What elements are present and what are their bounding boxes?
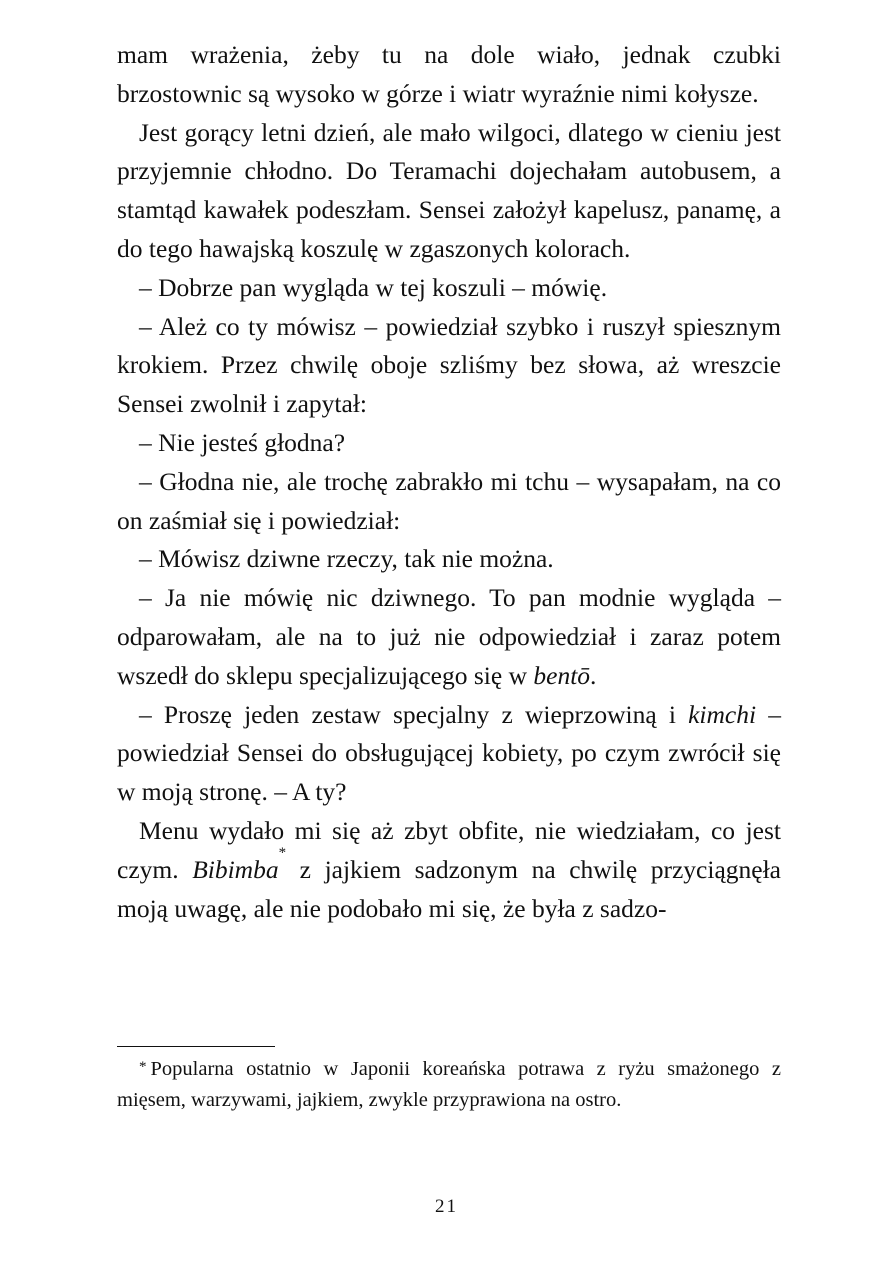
paragraph-9	[117, 696, 781, 812]
footnote-mark: *	[139, 1059, 147, 1075]
paragraph-1: mam wrażenia, żeby tu na dole wiało, jednak czubki brzostownic są wysoko w górze i wiatr wyraźnie nimi kołysze.	[117, 40, 781, 108]
paragraph-10-italic: Bibimba	[192, 854, 279, 884]
footnote-reference[interactable]: *	[278, 844, 287, 861]
paragraph-3: – Dobrze pan wygląda w tej koszuli – mówię.	[139, 272, 608, 302]
paragraph-6: – Głodna nie, ale trochę zabrakło mi tchu – wysapałam, na co on zaśmiał się i powiedział:	[117, 466, 781, 535]
paragraph-10-start: Menu wydało mi się aż zbyt obfite, nie wiedziałam, co jest czym.	[117, 815, 781, 884]
paragraph-5: – Nie jesteś głodna?	[139, 427, 346, 457]
paragraph-9-end: – powiedział Sensei do obsługującej kobiety, po czym zwrócił się w moją stronę. – A ty?	[117, 699, 781, 807]
paragraph-8-italic: bentō	[533, 660, 591, 690]
footnote-text: Popularna ostatnio w Japonii koreańska potrawa z ryżu smażonego z mięsem, warzywami, jajkiem, zwykle przyprawiona na ostro.	[117, 1058, 781, 1111]
paragraph-10	[117, 812, 781, 928]
footnote-divider	[117, 1046, 275, 1047]
body-text	[117, 36, 781, 928]
paragraph-4: – Ależ co ty mówisz – powiedział szybko i ruszył spiesznym krokiem. Przez chwilę oboje szliśmy bez słowa, aż wreszcie Sensei zwolnił i zapytał:	[117, 311, 781, 419]
paragraph-8-text: – Ja nie mówię nic dziwnego. To pan modnie wygląda – odparowałam, ale na to już nie odpowiedział i zaraz potem wszedł do sklepu specjalizującego się w	[117, 583, 781, 690]
paragraph-9-italic: kimchi	[688, 699, 757, 729]
footnote	[117, 1054, 781, 1116]
paragraph-8-end: .	[590, 660, 597, 690]
page-number: 21	[435, 1196, 458, 1217]
paragraph-10-end: z jajkiem sadzonym na chwilę przyciągnęła moją uwagę, ale nie podobało mi się, że była z sadzo-	[117, 854, 782, 923]
paragraph-2: Jest gorący letni dzień, ale mało wilgoci, dlatego w cieniu jest przyjemnie chłodno. Do Teramachi dojechałam autobusem, a stamtąd kawałek podeszłam. Sensei założył kapelusz, panamę, a do tego hawajską koszulę w zgaszonych kolorach.	[117, 117, 781, 263]
paragraph-8	[117, 579, 781, 695]
paragraph-9-start: – Proszę jeden zestaw specjalny z wieprzowiną i	[139, 699, 676, 729]
paragraph-7: – Mówisz dziwne rzeczy, tak nie można.	[139, 544, 554, 574]
